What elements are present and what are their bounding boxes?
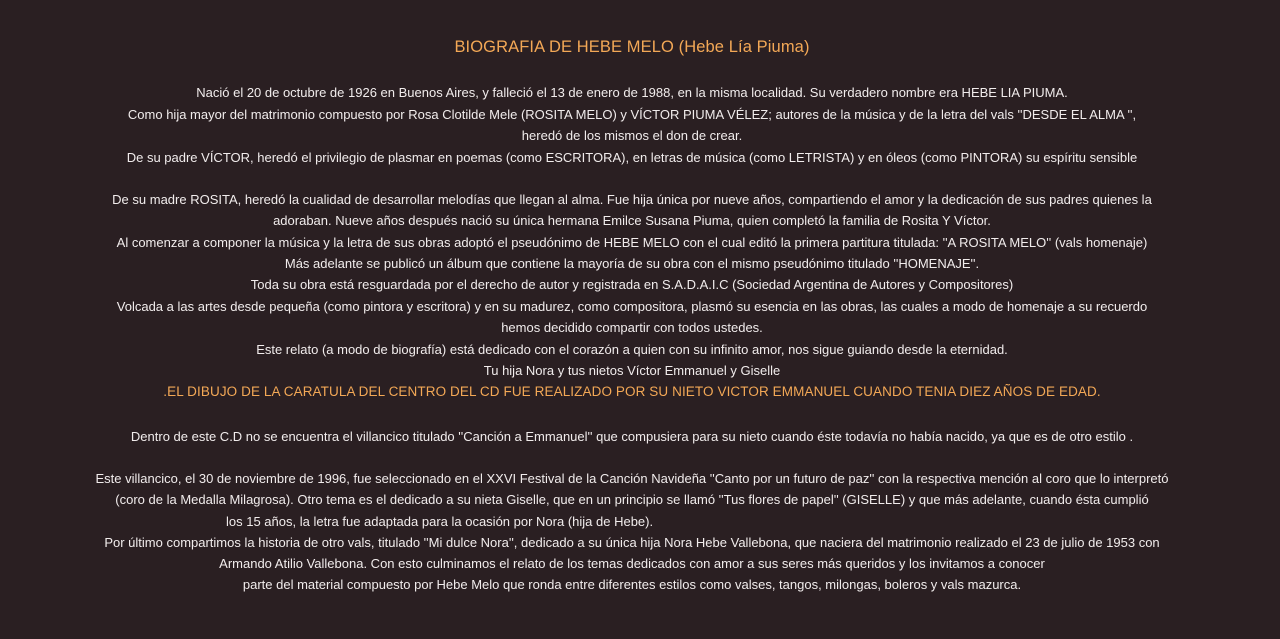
paragraph4-line-2: (coro de la Medalla Milagrosa). Otro tema es el dedicado a su nieta Giselle, que en un principio se llamó ''Tus flores de papel'' (GISELLE) y que más adelante, cuando ésta cumplió xyxy=(115,492,1149,507)
cd-cover-note: .EL DIBUJO DE LA CARATULA DEL CENTRO DEL CD FUE REALIZADO POR SU NIETO VICTOR EMMANUEL CUANDO TENIA DIEZ AÑOS DE EDAD. xyxy=(163,384,1101,399)
paragraph4-line-3: los 15 años, la letra fue adaptada para la ocasión por Nora (hija de Hebe). xyxy=(226,514,654,529)
paragraph2-line-4: Más adelante se publicó un álbum que contiene la mayoría de su obra con el mismo pseudónimo titulado ''HOMENAJE''. xyxy=(284,256,980,271)
paragraph1-line-2: Como hija mayor del matrimonio compuesto por Rosa Clotilde Mele (ROSITA MELO) y VÍCTOR PIUMA VÉLEZ; autores de la música y de la letra del vals ''DESDE EL ALMA '', xyxy=(127,107,1137,122)
paragraph2-line-1: De su madre ROSITA, heredó la cualidad de desarrollar melodías que llegan al alma. Fue hija única por nueve años, compartiendo el amor y la dedicación de sus padres quienes la xyxy=(112,192,1152,207)
signature-line: Tu hija Nora y tus nietos Víctor Emmanuel y Giselle xyxy=(483,363,781,378)
paragraph2-line-8: Este relato (a modo de biografía) está dedicado con el corazón a quien con su infinito amor, nos sigue guiando desde la eternidad. xyxy=(256,342,1008,357)
page-title: BIOGRAFIA DE HEBE MELO (Hebe Lía Piuma) xyxy=(454,38,810,56)
paragraph2-line-6: Volcada a las artes desde pequeña (como pintora y escritora) y en su madurez, como compositora, plasmó su esencia en las obras, las cuales a modo de homenaje a su recuerdo xyxy=(116,299,1148,314)
paragraph2-line-3: Al comenzar a componer la música y la letra de sus obras adoptó el pseudónimo de HEBE MELO con el cual editó la primera partitura titulada: ''A ROSITA MELO'' (vals homenaje) xyxy=(116,235,1148,250)
paragraph4-line-5: Armando Atilio Vallebona. Con esto culminamos el relato de los temas dedicados con amor a sus seres más queridos y los invitamos a conocer xyxy=(219,556,1045,571)
paragraph4-line-6: parte del material compuesto por Hebe Melo que ronda entre diferentes estilos como valses, tangos, milongas, boleros y vals mazurca. xyxy=(242,577,1022,592)
paragraph2-line-7: hemos decidido compartir con todos ustedes. xyxy=(501,320,763,335)
paragraph3-line: Dentro de este C.D no se encuentra el villancico titulado ''Canción a Emmanuel'' que compusiera para su nieto cuando éste todavía no había nacido, ya que es de otro estilo . xyxy=(130,429,1134,444)
paragraph2-line-2: adoraban. Nueve años después nació su única hermana Emilce Susana Piuma, quien completó la familia de Rosita Y Víctor. xyxy=(273,213,991,228)
paragraph4-line-4: Por último compartimos la historia de otro vals, titulado ''Mi dulce Nora'', dedicado a su única hija Nora Hebe Vallebona, que naciera del matrimonio realizado el 23 de julio de 1953 con xyxy=(104,535,1160,550)
paragraph1-line-4: De su padre VÍCTOR, heredó el privilegio de plasmar en poemas (como ESCRITORA), en letras de música (como LETRISTA) y en óleos (como PINTORA) su espíritu sensible xyxy=(126,150,1138,165)
paragraph1-line-3: heredó de los mismos el don de crear. xyxy=(521,128,743,143)
paragraph1-line-1: Nació el 20 de octubre de 1926 en Buenos Aires, y falleció el 13 de enero de 1988, en la misma localidad. Su verdadero nombre era HEBE LIA PIUMA. xyxy=(196,85,1068,100)
paragraph2-line-5: Toda su obra está resguardada por el derecho de autor y registrada en S.A.D.A.I.C (Sociedad Argentina de Autores y Compositores) xyxy=(250,277,1014,292)
paragraph4-line-1: Este villancico, el 30 de noviembre de 1996, fue seleccionado en el XXVI Festival de la Canción Navideña ''Canto por un futuro de paz'' con la respectiva mención al coro que lo interpretó xyxy=(95,471,1169,486)
